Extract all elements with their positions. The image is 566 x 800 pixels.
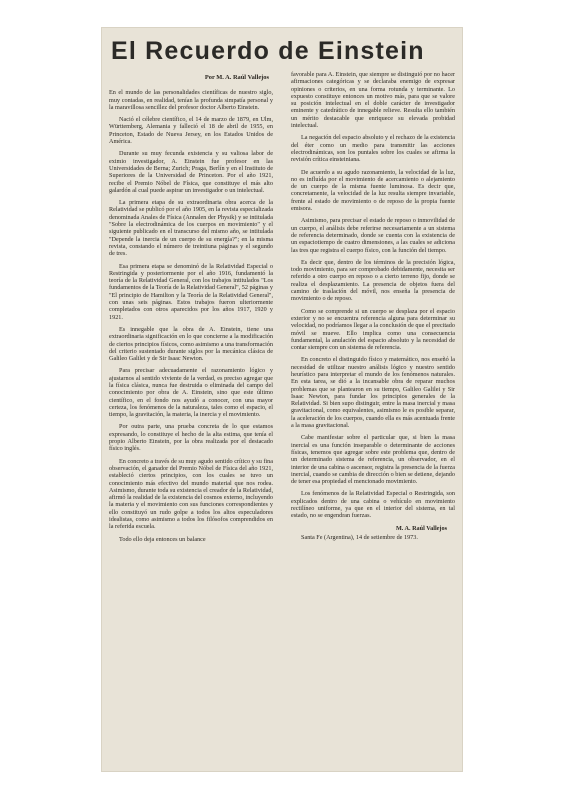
newspaper-clipping: [101, 27, 463, 772]
article-paragraph: Es decir que, dentro de los términos de la precisión lógica, todo movimiento, para ser comprobado debidamente, necesita ser referido a otro cuerpo en reposo o a cierto terreno fijo, donde se realiza el desplazamiento. La presencia de objetos fuera del camino de traslación del móvil, nos enseña la presencia de movimiento o de reposo.: [291, 258, 455, 303]
article-paragraph: En el mundo de las personalidades científicas de nuestro siglo, muy contadas, en realidad, tenían la profunda simpatía personal y la maravillosa sencillez del profesor doctor Alberto Einstein.: [109, 89, 273, 111]
article-paragraph: La negación del espacio absoluto y el rechazo de la existencia del éter como un medio para transmitir las acciones electrodinámicas, son los puntales sobre los cuales se afirma la revisión crítica einsteiniana.: [291, 134, 455, 164]
article-byline: Por M. A. Raúl Vallejos: [204, 74, 269, 81]
article-paragraph: Todo ello deja entonces un balance: [119, 535, 206, 543]
article-signature: M. A. Raúl Vallejos: [395, 524, 447, 532]
article-place-date: Santa Fe (Argentina), 14 de setiembre de 1973.: [301, 533, 418, 541]
article-paragraph: En concreto el distinguido físico y matemático, nos enseñó la necesidad de utilizar nuestro análisis lógico y nuestro sentido heurístico para interpretar el mundo de los fenómenos naturales. En esta tarea, se dió a la incansable obra de reparar muchos problemas que se plantearon en su tiempo, Galileo Galilei y Sir Isaac Newton, para fundar los principios generales de la Relatividad. Si bien supo distinguir, entre la masa inercial y masa gravitacional, como equivalentes, asimismo le es posible separar, la aceleración de los cuerpos, cuando ella es más acentuada frente a la masa gravitacional.: [291, 356, 455, 430]
article-title: El Recuerdo de Einstein: [111, 37, 425, 65]
article-paragraph: Para precisar adecuadamente el razonamiento lógico y ajustarnos al sentido viviente de la verdad, es preciso agregar que la física clásica, nunca fue destruida o eliminada del campo del conocimiento por obra de A. Einstein, sino que este último científico, en el fondo nos ayudó a conocer, con una mayor certeza, los fenómenos de la naturaleza, tales como el espacio, el tiempo, la gravitación, la materia, la inercia y el movimiento.: [109, 367, 273, 419]
article-paragraph: En concreto a través de su muy agudo sentido crítico y su fina observación, el ganador del Premio Nóbel de Física del año 1921, estableció ciertos principios, con los cuales se tuvo un conocimiento más efectivo del mundo material que nos rodea. Asimismo, durante toda su existencia el creador de la Relatividad, afirmó la realidad de la existencia del cosmos externo, incluyendo la materia y el movimiento con sus funciones correspondientes y ello constituyó un rudo golpe a todos los altos especuladores idealistas, como asimismo a todos los filósofos comprendidos en la referida escuela.: [109, 457, 273, 531]
article-paragraph: Los fenómenos de la Relatividad Especial o Restringida, son explicados dentro de una cabina o vehículo en movimiento rectilíneo uniforme, ya que en el interior del sistema, en tal estado, no se engendran fuerzas.: [291, 490, 455, 520]
article-paragraph: Asimismo, para precisar el estado de reposo o inmovilidad de un cuerpo, el análisis debe referirse necesariamente a un sistema de referencia determinado, donde se cuenta con la existencia de un espaciotiempo de cuatro dimensiones, a las cuales se adiciona las tres que registra el cuerpo físico, con la función del tiempo.: [291, 217, 455, 254]
article-column-left: [109, 71, 273, 548]
article-paragraph: La primera etapa de su extraordinaria obra acerca de la Relatividad se publicó por el año 1905, en la revista especializada denominada Anales de Física (Annalen der Physik) y se intitulada "Sobre la electrodinámica de los cuerpos en movimiento" y el siguiente publicado en el transcurso del mismo año, se intitulada "Depende la inercia de un cuerpo de su energía?"; en la misma revista, constando el número de treintiuna páginas y el segundo de tres.: [109, 199, 273, 258]
article-paragraph: Es innegable que la obra de A. Einstein, tiene una extraordinaria significación en lo que concierne a la modificación de ciertos principios físicos, como asimismo a una transformación del criterio sustentado durante siglos por la mecánica clásica de Galileo Galilei y de Sir Isaac Newton.: [109, 325, 273, 363]
article-paragraph: Nació el célebre científico, el 14 de marzo de 1879, en Ulm, Württemberg, Alemania y falleció el 18 de abril de 1955, en Princeton, Estado de Nueva Jersey, en los Estados Unidos de América.: [109, 116, 273, 146]
article-column-right: [291, 71, 455, 546]
article-paragraph: Como se comprende si un cuerpo se desplaza por el espacio exterior y no se encuentra referencia alguna para determinar su velocidad, no podríamos llegar a la conclusión de que el precitado móvil se mueve. Ello implica como una consecuencia fundamental, la anulación del espacio absoluto y la necesidad de contar siempre con un sistema de referencia.: [291, 307, 455, 352]
article-paragraph: De acuerdo a su agudo razonamiento, la velocidad de la luz, no es influída por el movimiento de acercamiento o alejamiento de un cuerpo de la misma fuente luminosa. Es decir que, concretamente, la velocidad de la luz resulta siempre invariable, frente al estado de movimiento o de reposo de la propia fuente emisora.: [291, 168, 455, 213]
article-paragraph: Esa primera etapa se denominó de la Relatividad Especial o Restringida y posteriormente por el año 1916, fundamentó la teoría de la Relatividad General, con los trabajos intitulados "Los fundamentos de la Teoría de la Relatividad General", 52 páginas y "El principio de Hamilton y la Teoría de la Relatividad General", con unas seis páginas. Estos trabajos fueron ulteriormente completados con otros aparecidos por los años 1917, 1920 y 1921.: [109, 262, 274, 321]
article-paragraph: Durante su muy fecunda existencia y su valiosa labor de eximio investigador, A. Einstein fue profesor en las Universidades de Berna; Zurich; Praga, Berlín y en el Instituto de Superiores de la Universidad de Princeton. Por el año 1921, recibe el Premio Nóbel de Física, que constituye el más alto galardón al cual puede aspirar un investigador o un intelectual.: [109, 150, 273, 194]
article-paragraph: Por outra parte, una prueba concreta de lo que estamos expresando, lo constituye el hecho de la alta estima, que tenía el propio Alberto Einstein, por la obra realizada por el destacado físico inglés.: [109, 423, 273, 453]
article-paragraph: favorable para A. Einstein, que siempre se distinguió por no hacer afirmaciones categóricas y se declaraba enemigo de expresar opiniones o criterios, en una forma rotunda y terminante. Lo expuesto constituye entonces un motivo más, para que se valore su posición intelectual en el doble carácter de investigador eminente y catedrático de innegable relieve. Resulta ello también un mérito destacable que enriquece su elevada probidad intelectual.: [291, 71, 455, 130]
article-paragraph: Cabe manifestar sobre el particular que, si bien la masa inercial es una función inseparable o determinante de acciones físicas, tenemos que agregar sobre este problema que, dentro de un determinado sistema de referencia, un observador, en el interior de una cabina o ascensor, registra la presencia de la fuerza inercial, cuando se cambia de dirección o bien se detiene, dejando de tener esa propiedad el mencionado movimiento.: [291, 434, 455, 486]
